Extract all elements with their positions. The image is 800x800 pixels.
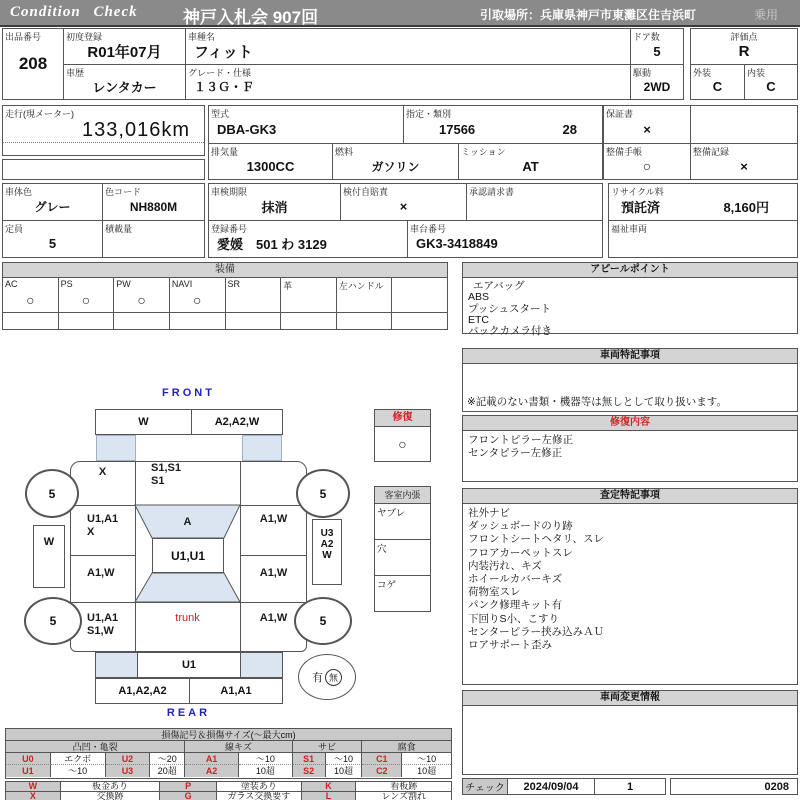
insurance-label: 検付自賠責 (343, 187, 389, 197)
insurance-cell (340, 183, 467, 221)
legend-desc: 交換跡 (61, 792, 161, 800)
type-class-label: 指定・類別 (406, 109, 452, 119)
legend-desc: 20超 (150, 765, 185, 777)
spare-yes-label: 有 (312, 672, 323, 684)
legend-code: U2 (106, 753, 151, 765)
appeal-item: ETC (468, 313, 489, 326)
legend-desc: 10超 (326, 765, 363, 777)
repair-flag-mark: ○ (398, 436, 407, 452)
check-label: チェック (463, 779, 508, 794)
front-bumper-right-marks: A2,A2,W (214, 416, 260, 428)
damage-diagram (25, 385, 460, 730)
assessment-notes-section (462, 488, 798, 685)
legend-group-rust: サビ (293, 741, 363, 753)
interior-trim-title: 客室内張 (375, 487, 430, 504)
left-quarter-marks-line1: U1,A1 (87, 612, 119, 624)
legend-desc: レンズ割れ (381, 792, 426, 800)
odometer-value: 133,016km (3, 106, 204, 143)
model-name-label: 車種名 (188, 32, 216, 42)
assessment-notes-title: 査定特記事項 (463, 489, 797, 504)
rear-bumper (95, 678, 283, 704)
legend-code: A2 (185, 765, 239, 777)
equipment-mark: ○ (137, 292, 146, 308)
legend-code: S1 (293, 753, 326, 765)
legend-desc: 10超 (417, 766, 437, 776)
equipment-empty-cell (392, 313, 447, 330)
legend-desc: ガラス交換要す (217, 792, 302, 800)
vehicle-notes-disclaimer: ※記載のない書類・機器等は無しとして取り扱います。 (467, 396, 727, 408)
maintenance-record-label: 整備記録 (693, 147, 730, 157)
load-capacity-label: 積載量 (105, 224, 133, 234)
warranty-value: × (643, 121, 651, 137)
headlight-left (96, 435, 136, 461)
vehicle-notes-section (462, 348, 798, 412)
wheel-front-right: 5 (296, 469, 350, 518)
legend-code: C2 (362, 765, 402, 777)
body-color-value: グレー (34, 200, 71, 214)
registration-number-cell (208, 220, 408, 258)
equipment-mark: ○ (81, 292, 91, 308)
history-value: レンタカー (92, 80, 157, 95)
interior-grade-label: 内装 (747, 68, 766, 78)
vin-cell (407, 220, 603, 258)
rating-label: 評価点 (730, 32, 758, 42)
legend-desc: 〜20 (150, 753, 185, 765)
insurance-value: × (399, 199, 408, 214)
model-code-cell (208, 105, 404, 144)
assessment-item: ホイールカバーキズ (468, 573, 563, 586)
assessment-item: 社外ナビ (468, 507, 510, 519)
interior-grade-value: C (766, 79, 776, 94)
recycle-status: 預託済 (621, 200, 661, 215)
cowl-left-mark: X (98, 466, 107, 478)
equipment-mark: ○ (192, 292, 202, 308)
legend-group-dents: 凸凹・亀裂 (6, 741, 185, 753)
equipment-item-pw (114, 278, 170, 312)
repair-flag-title: 修復 (375, 410, 430, 427)
rear-label: REAR (166, 707, 211, 719)
right-quarter-marks: A1,W (259, 612, 288, 624)
equipment-item-leather (281, 278, 337, 312)
repair-flag-box (374, 409, 431, 462)
legend-desc: 〜10 (326, 753, 363, 765)
maintenance-book-cell (603, 143, 691, 180)
right-rear-marks: A1,W (259, 567, 288, 579)
repair-details-title: 修復内容 (463, 416, 797, 431)
vin-value: GK3-3418849 (416, 236, 498, 251)
inspection-label: 車検期限 (211, 187, 248, 197)
maintenance-book-label: 整備手帳 (606, 147, 643, 157)
registration-number-value: 愛媛 501 わ 3129 (217, 237, 327, 252)
equipment-item-sr (226, 278, 282, 312)
equipment-item-navi (170, 278, 226, 312)
legend-desc: 〜10 (239, 753, 293, 765)
auction-title: 神戸入札会 907回 (183, 8, 319, 27)
spare-no-label-circled: 無 (325, 669, 342, 686)
right-side-mark: A2 (320, 539, 334, 550)
assessment-item: ダッシュボードのり跡 (468, 520, 573, 533)
displacement-label: 排気量 (211, 147, 239, 157)
capacity-label: 定員 (5, 224, 24, 234)
equipment-label: 左ハンドル (338, 281, 384, 291)
wheel-rear-left: 5 (24, 597, 82, 645)
equipment-empty-cell (59, 313, 115, 330)
legend-desc: 塗装あり (217, 782, 302, 792)
equipment-item-ac (3, 278, 59, 312)
lot-number-label: 出品番号 (5, 32, 42, 42)
maintenance-record-cell (690, 143, 798, 180)
assessment-item: 内装汚れ、キズ (468, 559, 542, 572)
legend-code: U3 (106, 765, 151, 777)
legend-title: 損傷記号＆損傷サイズ(〜最大cm) (6, 729, 451, 741)
equipment-empty-cell (281, 313, 337, 330)
damage-legend-table (5, 728, 452, 779)
equipment-mark (226, 288, 281, 312)
color-code-value: NH880M (129, 199, 178, 214)
vehicle-category: 乗用 (753, 8, 778, 22)
odometer-empty-cell (2, 159, 205, 180)
legend-group-scratches: 線キズ (185, 741, 293, 753)
equipment-empty-cell (3, 313, 59, 330)
check-date: 2024/09/04 (508, 779, 595, 794)
transmission-label: ミッション (461, 147, 506, 157)
legend-code: A1 (185, 753, 239, 765)
legend-code: W (6, 782, 61, 792)
equipment-empty-cell (114, 313, 170, 330)
equipment-label: PS (60, 279, 73, 289)
lot-number-cell (2, 28, 64, 100)
legend-desc: 10超 (239, 765, 293, 777)
first-registration-value: R01年07月 (87, 43, 162, 61)
maintenance-book-value: ○ (642, 158, 652, 174)
change-info-section (462, 690, 798, 775)
legend-code: P (160, 782, 217, 792)
fuel-value: ガソリン (371, 159, 420, 174)
taillight-right (240, 653, 282, 677)
assessment-item: ロアサポート歪み (468, 639, 552, 652)
vin-label: 車台番号 (410, 224, 447, 234)
assessment-item: パンク修理キット有 (468, 599, 563, 612)
color-code-label: 色コード (105, 187, 142, 197)
appeal-points-section (462, 262, 798, 338)
equipment-label: PW (116, 279, 131, 289)
rear-bumper-left-marks: A1,A2,A2 (96, 679, 190, 703)
displacement-cell (208, 143, 333, 180)
drive-cell (630, 64, 684, 100)
check-row (462, 778, 666, 795)
front-bumper (95, 409, 283, 435)
front-label: FRONT (162, 387, 215, 399)
trunk-label: trunk (175, 612, 200, 624)
class-number: 28 (562, 121, 577, 137)
warranty-label: 保証書 (606, 109, 634, 119)
fuel-cell (332, 143, 459, 180)
repair-detail-item: フロントピラー左修正 (468, 434, 573, 446)
transmission-value: AT (522, 158, 539, 174)
rating-value: R (738, 42, 750, 60)
top-header-bar (0, 0, 800, 27)
rating-cell (690, 28, 798, 65)
interior-trim-row-burn: コゲ (377, 580, 397, 591)
check-code-box (670, 778, 798, 795)
hood-marks-line2: S1 (151, 474, 165, 487)
spare-tire-indicator (298, 654, 356, 700)
model-name-cell (185, 28, 631, 65)
appeal-item: エアバッグ (473, 280, 525, 292)
equipment-item-extra (392, 278, 447, 312)
capacity-cell (2, 220, 103, 258)
welfare-vehicle-cell (608, 220, 798, 258)
wheel-rear-right: 5 (294, 597, 352, 645)
lot-number-value: 208 (18, 54, 48, 73)
right-side-mark: U3 (320, 528, 334, 539)
left-front-marks-line2: X (87, 525, 95, 538)
registration-number-label: 登録番号 (211, 224, 248, 234)
displacement-value: 1300CC (246, 158, 295, 174)
legend-code: U0 (6, 753, 51, 765)
interior-trim-box (374, 486, 431, 612)
legend-code: U1 (6, 765, 51, 777)
exterior-grade-value: C (712, 79, 723, 94)
assessment-item: フロントシートヘタリ、スレ (468, 533, 604, 546)
model-code-value: DBA-GK3 (217, 121, 277, 137)
right-side-strip-marks (312, 519, 342, 585)
equipment-empty-cell (337, 313, 393, 330)
assessment-item: 荷物室スレ (468, 586, 521, 599)
vehicle-notes-title: 車両特記事項 (463, 349, 797, 364)
history-label: 車歴 (66, 68, 85, 78)
repair-detail-item: センタピラー左修正 (468, 447, 563, 460)
legend-group-corrosion: 腐食 (362, 741, 451, 753)
load-capacity-cell (102, 220, 205, 258)
appeal-item: ABS (468, 291, 490, 304)
body-color-label: 車体色 (5, 187, 33, 197)
exterior-grade-label: 外装 (693, 68, 712, 78)
equipment-mark (392, 288, 447, 312)
warranty-empty-cell (690, 105, 798, 144)
check-code: 0208 (764, 780, 789, 793)
equipment-label: 革 (283, 281, 293, 291)
inspection-value: 抹消 (261, 200, 288, 215)
taillight-left (96, 653, 138, 677)
windshield-mark: A (183, 516, 192, 528)
equipment-empty-cell (170, 313, 226, 330)
welfare-vehicle-label: 福祉車両 (611, 224, 648, 234)
color-code-cell (102, 183, 205, 221)
type-class-cell (403, 105, 603, 144)
left-front-marks-line1: U1,A1 (87, 513, 119, 525)
grade-value: １３Ｇ・Ｆ (194, 80, 255, 94)
legend-code: L (302, 792, 357, 800)
capacity-value: 5 (48, 236, 57, 251)
repair-details-section (462, 415, 798, 482)
rear-window-shape (135, 573, 240, 602)
equipment-empty-cell (226, 313, 282, 330)
approval-request-cell (466, 183, 603, 221)
change-info-title: 車両変更情報 (463, 691, 797, 706)
recycle-fee-value: 8,160円 (723, 200, 769, 215)
fuel-label: 燃料 (335, 147, 354, 157)
equipment-item-ps (59, 278, 115, 312)
assessment-item: フロアカーペットスレ (468, 546, 573, 559)
equipment-item-lhd (337, 278, 393, 312)
equipment-label: NAVI (171, 279, 193, 289)
equipment-label: AC (5, 279, 18, 289)
model-code-label: 型式 (211, 109, 230, 119)
pickup-location: 引取場所：兵庫県神戸市東灘区住吉浜町 (480, 8, 697, 22)
right-side-mark: W (322, 550, 332, 561)
brand-logo: Condition Check (10, 4, 138, 20)
transmission-cell (458, 143, 603, 180)
appeal-points-title: アピールポイント (463, 263, 797, 278)
history-cell (63, 64, 186, 100)
legend-code: S2 (293, 765, 326, 777)
odometer-cell (2, 105, 205, 156)
equipment-mark: ○ (26, 292, 35, 308)
legend-desc: 看板跡 (356, 782, 451, 792)
inspection-cell (208, 183, 341, 221)
interior-grade-cell (744, 64, 798, 100)
body-color-cell (2, 183, 103, 221)
type-number: 17566 (439, 121, 476, 137)
model-name-value: フィット (194, 43, 253, 61)
recycle-fee-label: リサイクル料 (611, 187, 664, 197)
legend-desc: エクボ (51, 753, 106, 765)
rear-panel (95, 652, 283, 678)
hood-marks-line1: S1,S1 (151, 462, 181, 474)
exterior-grade-cell (690, 64, 745, 100)
legend-code: K (302, 782, 357, 792)
recycle-fee-cell (608, 183, 798, 221)
warranty-cell (603, 105, 691, 144)
right-front-marks: A1,W (259, 513, 288, 525)
legend-desc: 〜10 (51, 765, 106, 777)
left-side-strip-mark: W (33, 525, 65, 588)
left-rear-marks: A1,W (87, 567, 115, 579)
doors-cell (630, 28, 684, 65)
assessment-item: 下回りS小、こすり (468, 612, 560, 625)
doors-value: 5 (653, 43, 661, 59)
odometer-label: 走行(現メーター) (5, 109, 74, 119)
grade-cell (185, 64, 631, 100)
left-quarter-marks-line2: S1,W (87, 624, 114, 637)
legend-code: C1 (362, 753, 402, 765)
rear-panel-marks: U1 (181, 659, 197, 671)
interior-trim-row-hole: 穴 (375, 540, 430, 576)
roof-marks: U1,U1 (152, 538, 224, 573)
rear-bumper-right-marks: A1,A1 (220, 685, 252, 697)
repair-code-legend-table (5, 781, 452, 800)
maintenance-record-value: × (740, 158, 748, 174)
doors-label: ドア数 (633, 32, 660, 42)
first-registration-cell (63, 28, 186, 65)
headlight-right (242, 435, 282, 461)
appeal-item: プッシュスタート (468, 302, 552, 315)
drive-value: 2WD (643, 79, 671, 94)
drive-label: 駆動 (633, 68, 652, 78)
grade-label: グレード・仕様 (188, 68, 252, 78)
front-bumper-left-marks: W (96, 410, 192, 434)
approval-request-label: 承認請求書 (469, 187, 515, 197)
first-registration-label: 初度登録 (66, 32, 103, 42)
equipment-label: SR (227, 279, 241, 289)
check-count: 1 (626, 780, 634, 793)
legend-code: X (6, 792, 61, 800)
equipment-title: 装備 (3, 263, 447, 278)
equipment-table (2, 262, 448, 330)
appeal-item: バックカメラ付き (468, 325, 552, 338)
legend-desc: 板金あり (61, 782, 161, 792)
assessment-item: センターピラー挟み込みＡＵ (468, 625, 605, 638)
legend-code: G (160, 792, 217, 800)
interior-trim-row-tear: ヤブレ (375, 504, 430, 540)
wheel-front-left: 5 (25, 469, 79, 518)
legend-desc: 〜10 (402, 753, 451, 765)
